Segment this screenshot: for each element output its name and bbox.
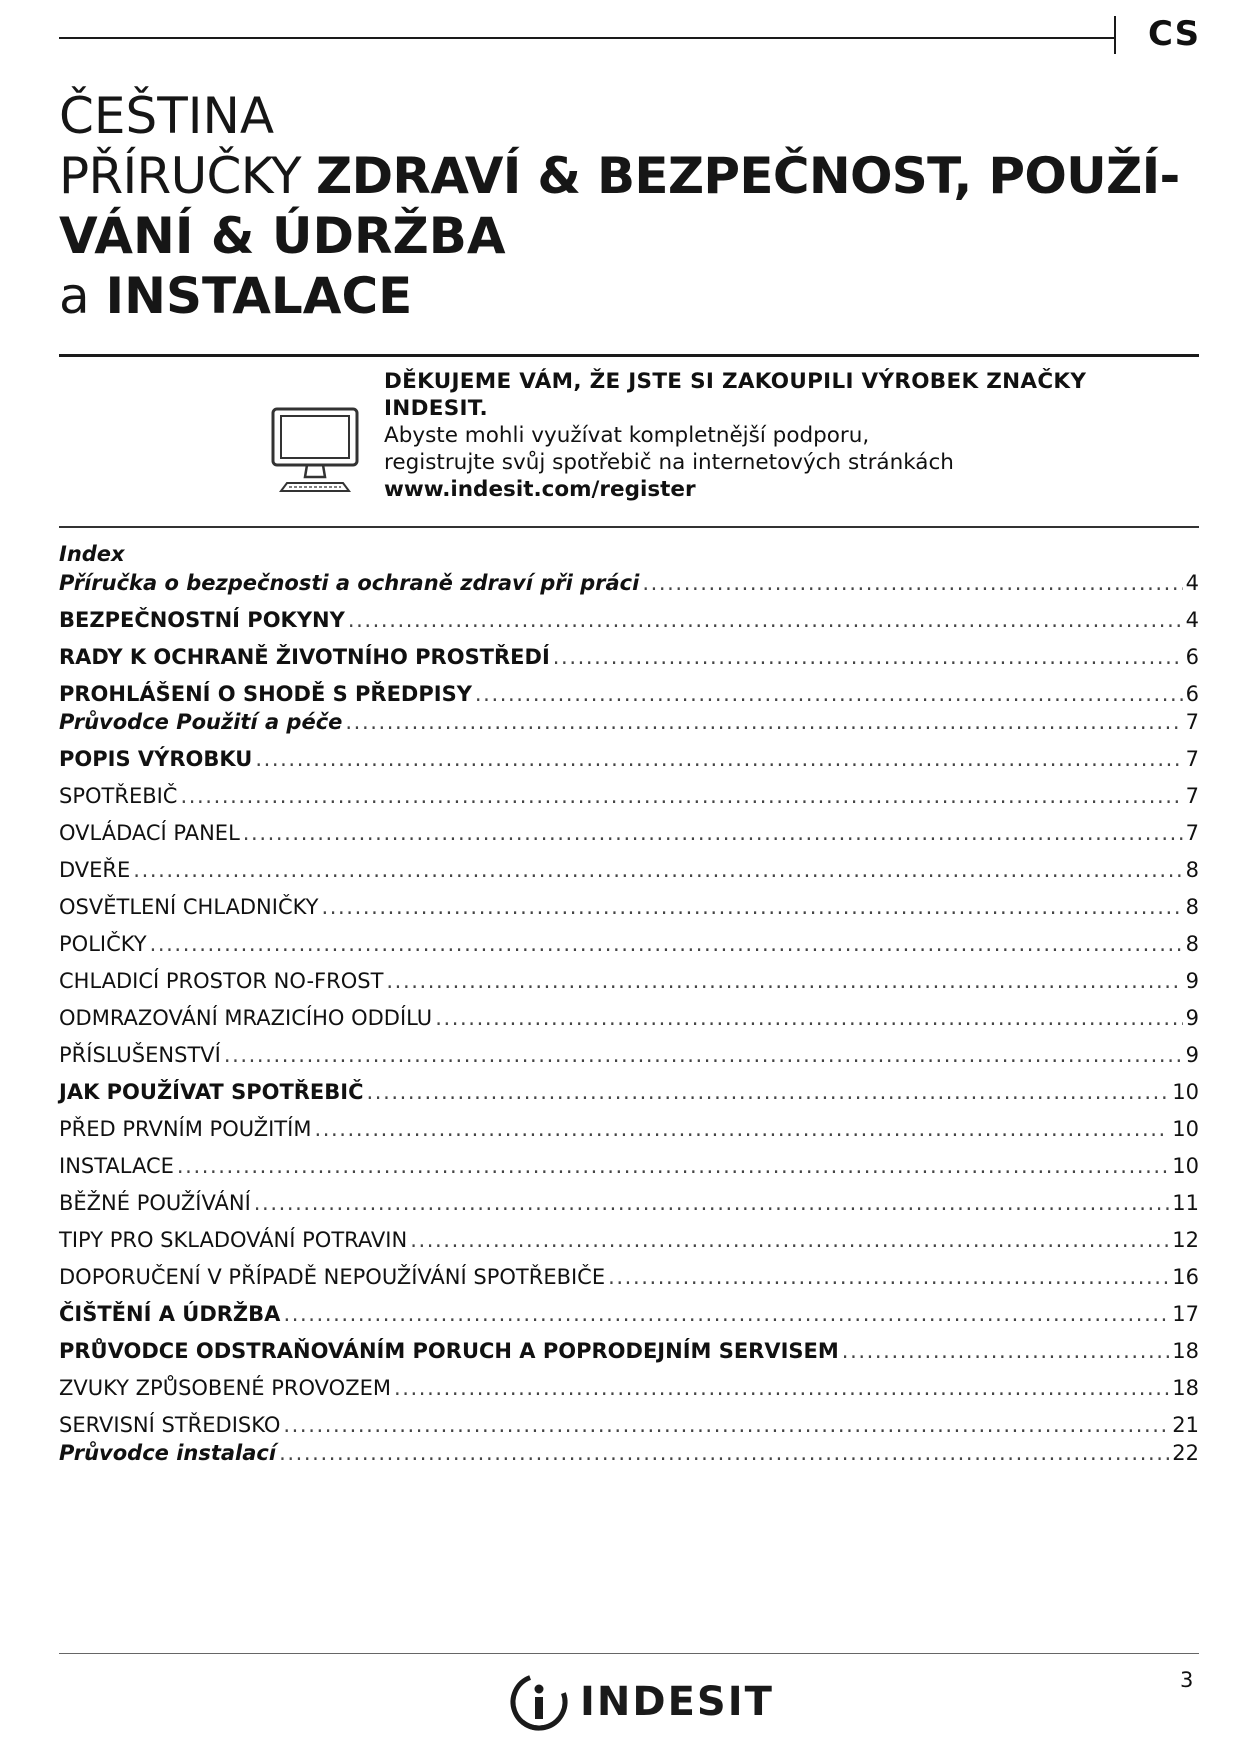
toc-entry-page: 8 [1185,895,1199,919]
toc-entry-page: 9 [1185,1043,1199,1067]
toc-entry-label: POPIS VÝROBKU [59,747,253,771]
title-line-4-bold: INSTALACE [105,267,413,325]
toc-entry[interactable] [59,1115,1199,1143]
toc-entry[interactable] [59,893,1199,921]
toc-entry-page: 21 [1172,1413,1199,1437]
toc-entry-label: INSTALACE [59,1154,174,1178]
title-line-2-bold: ZDRAVÍ & BEZPEČNOST, POUŽÍ- [316,147,1180,205]
toc-entry-label: DVEŘE [59,858,131,882]
toc-entry-page: 9 [1185,1006,1199,1030]
top-rule-tick [1114,16,1116,54]
toc-entry-page: 6 [1185,682,1199,706]
toc-leader-dots [180,782,1182,810]
toc-leader-dots [150,930,1183,958]
toc-entry[interactable] [59,1078,1199,1106]
toc-entry[interactable] [59,1374,1199,1402]
toc-entry[interactable] [59,1004,1199,1032]
register-text-line-2: registrujte svůj spotřebič na internetových stránkách [384,450,954,475]
toc-leader-dots [279,1439,1169,1467]
toc-entry-label: Průvodce Použití a péče [59,710,343,734]
index-section [59,540,1199,1467]
toc-leader-dots [177,1152,1169,1180]
toc-entry-label: TIPY PRO SKLADOVÁNÍ POTRAVIN [59,1228,408,1252]
page-title [59,86,1180,326]
toc-leader-dots [321,893,1182,921]
title-divider [59,354,1199,357]
toc-leader-dots [842,1337,1169,1365]
toc-entry-label: RADY K OCHRANĚ ŽIVOTNÍHO PROSTŘEDÍ [59,645,550,669]
toc-leader-dots [345,708,1182,736]
toc-entry[interactable] [59,606,1199,634]
toc-entry[interactable] [59,1041,1199,1069]
title-line-4-normal: a [59,267,106,325]
toc-entry-page: 7 [1185,710,1199,734]
register-text-line-1: Abyste mohli využívat kompletnější podporu, [384,423,870,448]
toc-leader-dots [224,1041,1183,1069]
title-line-4 [59,266,1180,326]
thanks-line-1: DĚKUJEME VÁM, ŽE JSTE SI ZAKOUPILI VÝROBEK ZNAČKY [384,369,1087,394]
toc-leader-dots [435,1004,1182,1032]
toc-entry[interactable] [59,680,1199,708]
toc-entry-page: 4 [1185,571,1199,595]
toc-entry-page: 6 [1185,645,1199,669]
brand-logo [508,1672,774,1732]
toc-entry[interactable] [59,930,1199,958]
toc-entry-page: 9 [1185,969,1199,993]
toc-entry[interactable] [59,1226,1199,1254]
toc-leader-dots [283,1411,1169,1439]
footer-rule [59,1653,1199,1654]
toc-entry-label: Průvodce instalací [59,1441,277,1465]
toc-entry-label: CHLADICÍ PROSTOR NO-FROST [59,969,384,993]
toc-entry[interactable] [59,967,1199,995]
toc-entry-page: 11 [1172,1191,1199,1215]
toc-leader-dots [386,967,1182,995]
toc-entry[interactable] [59,1300,1199,1328]
toc-entry[interactable] [59,1152,1199,1180]
toc-entry-page: 16 [1172,1265,1199,1289]
toc-entry-label: ZVUKY ZPŮSOBENÉ PROVOZEM [59,1376,391,1400]
toc-entry-label: PŘED PRVNÍM POUŽITÍM [59,1117,312,1141]
toc-leader-dots [348,606,1183,634]
toc-leader-dots [475,680,1183,708]
title-line-3 [59,206,1180,266]
toc-leader-dots [283,1300,1169,1328]
toc-entry-page: 4 [1185,608,1199,632]
toc-entry-label: BEZPEČNOSTNÍ POKYNY [59,608,345,632]
toc-entry-label: PROHLÁŠENÍ O SHODĚ S PŘEDPISY [59,682,472,706]
toc-entry[interactable] [59,569,1199,597]
toc-entry-page: 10 [1172,1117,1199,1141]
toc-entry-page: 7 [1185,747,1199,771]
toc-entry-label: JAK POUŽÍVAT SPOTŘEBIČ [59,1080,364,1104]
toc-entry-page: 12 [1172,1228,1199,1252]
toc-leader-dots [394,1374,1169,1402]
register-link[interactable]: www.indesit.com/register [384,477,696,502]
toc-entry-page: 8 [1185,858,1199,882]
toc-entry-page: 18 [1172,1376,1199,1400]
title-line-2 [59,146,1180,206]
toc-leader-dots [553,643,1183,671]
toc-entry[interactable] [59,745,1199,773]
language-tag: CS [1148,14,1201,54]
register-block [384,368,1104,503]
toc-entry-label: POLIČKY [59,932,147,956]
toc-entry-label: OSVĚTLENÍ CHLADNIČKY [59,895,319,919]
toc-entry[interactable] [59,1439,1199,1467]
toc-entry-label: OVLÁDACÍ PANEL [59,821,240,845]
toc-entry[interactable] [59,1263,1199,1291]
toc-entry[interactable] [59,1411,1199,1439]
brand-wordmark: INDESIT [580,1679,774,1725]
toc-entry[interactable] [59,819,1199,847]
toc-leader-dots [410,1226,1169,1254]
toc-entry-label: Příručka o bezpečnosti a ochraně zdraví při práci [59,571,640,595]
toc-entry-label: BĚŽNÉ POUŽÍVÁNÍ [59,1191,251,1215]
title-line-3-bold: VÁNÍ & ÚDRŽBA [59,207,506,265]
toc-leader-dots [367,1078,1170,1106]
toc-leader-dots [314,1115,1169,1143]
toc-entry-page: 22 [1172,1441,1199,1465]
toc-entry-page: 17 [1172,1302,1199,1326]
toc-entry-page: 10 [1172,1154,1199,1178]
thanks-line-2: INDESIT. [384,396,488,421]
toc-entry[interactable] [59,782,1199,810]
index-heading: Index [59,542,125,566]
toc-leader-dots [255,745,1182,773]
toc-leader-dots [608,1263,1169,1291]
monitor-icon [265,405,365,495]
indesit-logo-icon [508,1671,570,1733]
title-line-2-normal: PŘÍRUČKY [59,147,317,205]
toc-entry[interactable] [59,1337,1199,1365]
toc-entry-page: 7 [1185,821,1199,845]
toc-entry[interactable] [59,643,1199,671]
toc-leader-dots [243,819,1183,847]
toc-entry-page: 7 [1185,784,1199,808]
toc-entry-label: SPOTŘEBIČ [59,784,178,808]
toc-entry-label: SERVISNÍ STŘEDISKO [59,1413,281,1437]
toc-entry-page: 18 [1172,1339,1199,1363]
toc-entry-label: DOPORUČENÍ V PŘÍPADĚ NEPOUŽÍVÁNÍ SPOTŘEBIČE [59,1265,606,1289]
table-of-contents [59,569,1199,1467]
title-line-1: ČEŠTINA [59,87,275,145]
page-number: 3 [1180,1668,1194,1692]
toc-leader-dots [254,1189,1169,1217]
toc-leader-dots [133,856,1182,884]
toc-entry[interactable] [59,1189,1199,1217]
top-rule [59,37,1115,39]
toc-entry[interactable] [59,708,1199,736]
toc-entry-label: ČIŠTĚNÍ A ÚDRŽBA [59,1302,281,1326]
index-divider [59,526,1199,528]
toc-entry[interactable] [59,856,1199,884]
toc-entry-label: PRŮVODCE ODSTRAŇOVÁNÍM PORUCH A POPRODEJNÍM SERVISEM [59,1339,839,1363]
toc-entry-label: PŘÍSLUŠENSTVÍ [59,1043,221,1067]
toc-leader-dots [642,569,1182,597]
toc-entry-label: ODMRAZOVÁNÍ MRAZICÍHO ODDÍLU [59,1006,433,1030]
toc-entry-page: 8 [1185,932,1199,956]
toc-entry-page: 10 [1172,1080,1199,1104]
